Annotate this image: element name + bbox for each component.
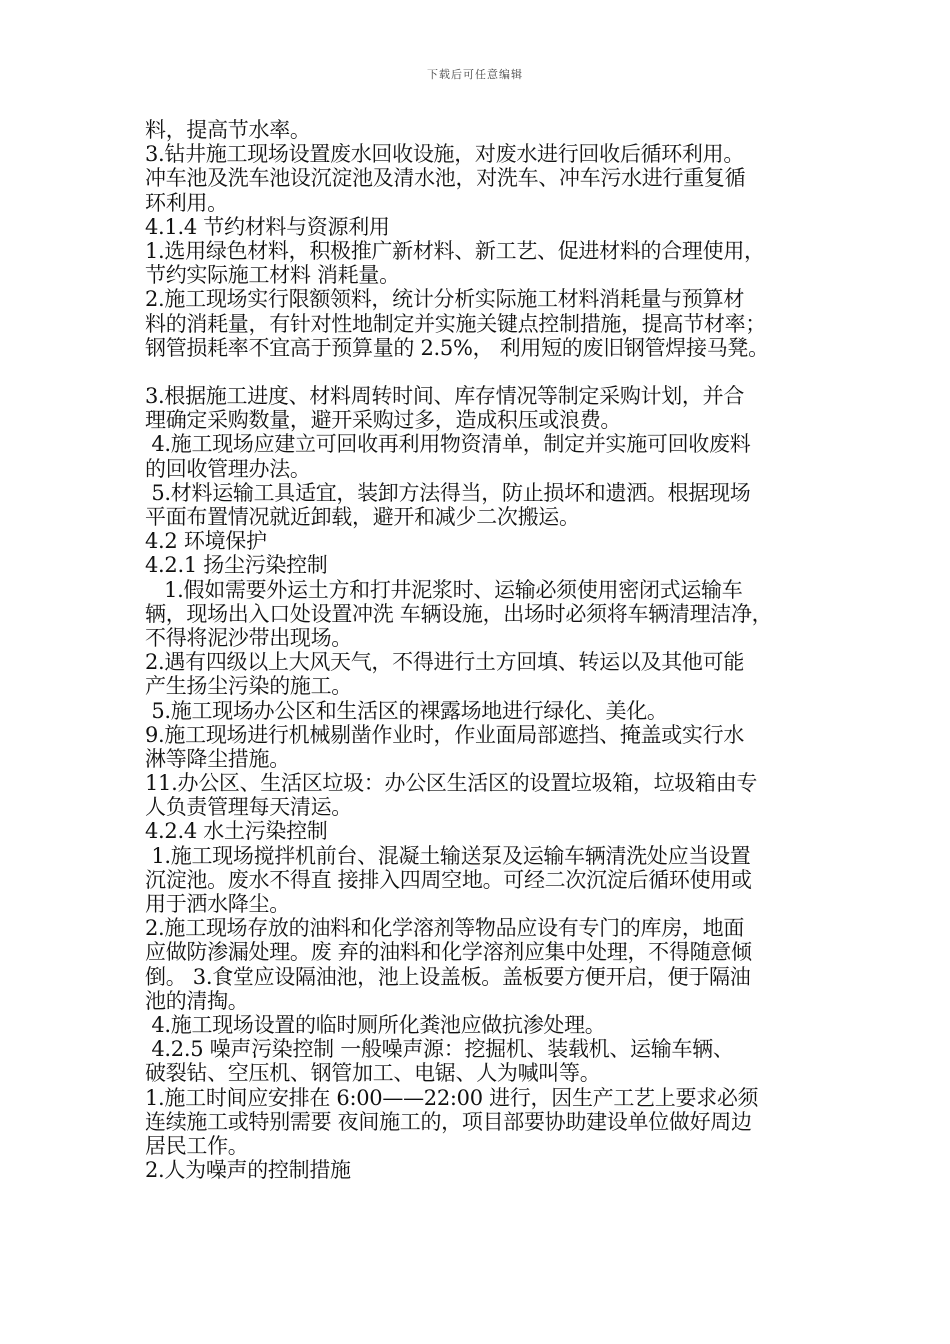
text-line: 1.假如需要外运土方和打井泥浆时、运输必须使用密闭式运输车 [145, 577, 743, 602]
text-line: 2.施工现场实行限额领料，统计分析实际施工材料消耗量与预算材 [145, 287, 745, 312]
text-line: 环利用。 [145, 190, 228, 215]
page-header-note: 下载后可任意编辑 [427, 68, 523, 81]
document-body [145, 118, 825, 1182]
text-line: 5.施工现场办公区和生活区的裸露场地进行绿化、美化。 [145, 698, 668, 723]
text-line: 4.2.1 扬尘污染控制 [145, 553, 328, 578]
text-line: 用于洒水降尘。 [145, 892, 290, 916]
text-line: 11.办公区、生活区垃圾：办公区生活区的设置垃圾箱，垃圾箱由专 [145, 771, 758, 796]
text-line: 沉淀池。废水不得直 接排入四周空地。可经二次沉淀后循环使用或 [145, 867, 752, 892]
text-line: 产生扬尘污染的施工。 [145, 674, 352, 699]
text-line: 4.施工现场应建立可回收再利用物资清单，制定并实施可回收废料 [145, 432, 751, 457]
text-line: 居民工作。 [145, 1133, 249, 1158]
text-line: 4.施工现场设置的临时厕所化粪池应做抗渗处理。 [145, 1012, 606, 1037]
text-line: 节约实际施工材料 消耗量。 [145, 263, 400, 288]
text-line: 5.材料运输工具适宜，装卸方法得当，防止损坏和遗洒。根据现场 [145, 480, 751, 505]
text-line: 4.2.4 水土污染控制 [145, 819, 328, 844]
text-line: 冲车池及洗车池设沉淀池及清水池，对洗车、冲车污水进行重复循 [145, 166, 746, 191]
text-line: 理确定采购数量，避开采购过多，造成积压或浪费。 [145, 408, 622, 433]
text-line: 辆，现场出入口处设置冲洗 车辆设施，出场时必须将车辆清理洁净， [145, 601, 773, 626]
text-line: 1.选用绿色材料，积极推广新材料、新工艺、促进材料的合理使用， [145, 238, 765, 263]
text-line: 2.施工现场存放的油料和化学溶剂等物品应设有专门的库房，地面 [145, 916, 745, 941]
text-line: 倒。 3.食堂应设隔油池，池上设盖板。盖板要方便开启，便于隔油 [145, 964, 751, 989]
text-line: 料的消耗量，有针对性地制定并实施关键点控制措施，提高节材率； [145, 311, 766, 336]
text-line: 应做防渗漏处理。废 弃的油料和化学溶剂应集中处理，不得随意倾 [145, 940, 752, 965]
text-line: 料，提高节水率。 [145, 118, 311, 142]
text-line: 4.1.4 节约材料与资源利用 [145, 214, 390, 239]
text-line: 3.根据施工进度、材料周转时间、库存情况等制定采购计划，并合 [145, 384, 745, 409]
text-line: 4.2 环境保护 [145, 529, 267, 554]
text-line: 2.遇有四级以上大风天气，不得进行土方回填、转运以及其他可能 [145, 650, 745, 675]
text-line: 4.2.5 噪声污染控制 一般噪声源：挖掘机、装载机、运输车辆、 [145, 1037, 734, 1062]
text-line: 的回收管理办法。 [145, 456, 311, 481]
text-line: 破裂钻、空压机、钢管加工、电锯、人为喊叫等。 [145, 1061, 601, 1086]
text-line: 钢管损耗率不宜高于预算量的 2.5%， 利用短的废旧钢管焊接马凳。 [145, 335, 769, 360]
text-line: 不得将泥沙带出现场。 [145, 625, 352, 650]
text-line: 平面布置情况就近卸载，避开和减少二次搬运。 [145, 505, 580, 529]
text-line: 9.施工现场进行机械剔凿作业时，作业面局部遮挡、掩盖或实行水 [145, 722, 745, 747]
text-line: 1.施工时间应安排在 6:00——22:00 进行，因生产工艺上要求必须 [145, 1085, 759, 1110]
blank-line [145, 360, 825, 384]
text-line: 淋等降尘措施。 [145, 746, 290, 771]
text-line: 池的清掏。 [145, 988, 249, 1013]
text-line: 1.施工现场搅拌机前台、混凝土输送泵及运输车辆清洗处应当设置 [145, 843, 751, 868]
text-line: 3.钻井施工现场设置废水回收设施，对废水进行回收后循环利用。 [145, 142, 745, 167]
text-line: 2.人为噪声的控制措施 [145, 1158, 351, 1183]
text-line: 连续施工或特别需要 夜间施工的，项目部要协助建设单位做好周边 [145, 1109, 752, 1134]
text-line: 人负责管理每天清运。 [145, 795, 352, 820]
